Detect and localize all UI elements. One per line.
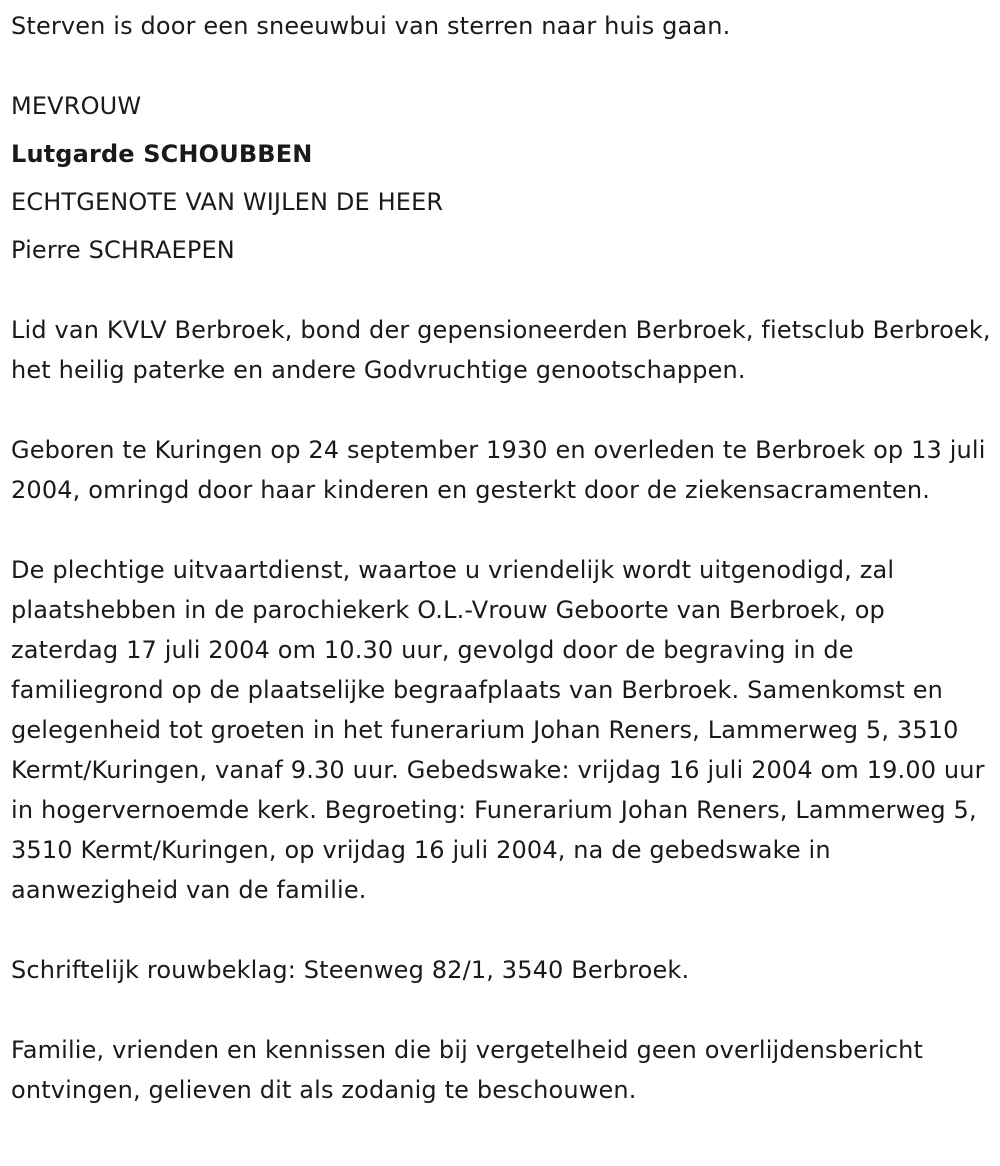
- condolence-address: Schriftelijk rouwbeklag: Steenweg 82/1, 3540 Berbroek.: [11, 956, 690, 984]
- obituary-notice: [11, 6, 996, 1110]
- closing-note: Familie, vrienden en kennissen die bij vergetelheid geen overlijdensbericht ontvingen, gelieven dit als zodanig te beschouwen.: [11, 1036, 924, 1104]
- spouse-line: ECHTGENOTE VAN WIJLEN DE HEER: [11, 188, 444, 216]
- deceased-name: Lutgarde SCHOUBBEN: [11, 140, 313, 168]
- spouse-name: Pierre SCHRAEPEN: [11, 236, 235, 264]
- motto-text: Sterven is door een sneeuwbui van sterren naar huis gaan.: [11, 12, 731, 40]
- birth-death-paragraph: Geboren te Kuringen op 24 september 1930 en overleden te Berbroek op 13 juli 2004, omringd door haar kinderen en gesterkt door de ziekensacramenten.: [11, 436, 986, 504]
- title-line: MEVROUW: [11, 92, 142, 120]
- service-info-paragraph: De plechtige uitvaartdienst, waartoe u vriendelijk wordt uitgenodigd, zal plaatshebben in de parochiekerk O.L.-Vrouw Geboorte van Berbroek, op zaterdag 17 juli 2004 om 10.30 uur, gevolgd door de begraving in de familiegrond op de plaatselijke begraafplaats van Berbroek. Samenkomst en gelegenheid tot groeten in het funerarium Johan Reners, Lammerweg 5, 3510 Kermt/Kuringen, vanaf 9.30 uur. Gebedswake: vrijdag 16 juli 2004 om 19.00 uur in hogervernoemde kerk. Begroeting: Funerarium Johan Reners, Lammerweg 5, 3510 Kermt/Kuringen, op vrijdag 16 juli 2004, na de gebedswake in aanwezigheid van de familie.: [11, 556, 985, 904]
- memberships-paragraph: Lid van KVLV Berbroek, bond der gepensioneerden Berbroek, fietsclub Berbroek, het heilig paterke en andere Godvruchtige genootschappen.: [11, 316, 991, 384]
